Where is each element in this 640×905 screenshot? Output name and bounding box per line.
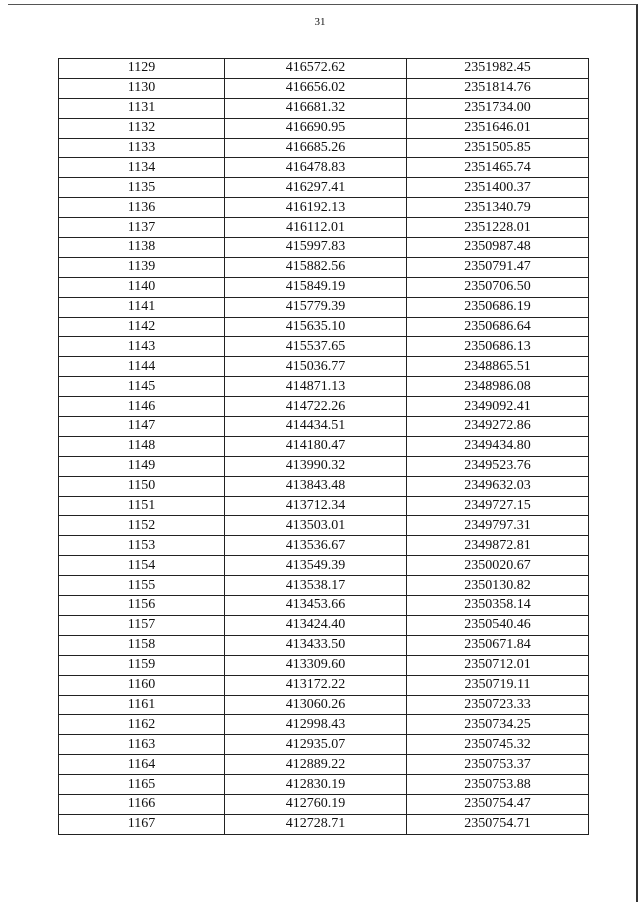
point-number-cell: 1152 [59,516,225,536]
x-coordinate-cell: 415635.10 [225,317,407,337]
table-row [59,775,589,795]
y-coordinate-cell: 2351814.76 [407,78,589,98]
table-row [59,755,589,775]
x-coordinate-cell: 412728.71 [225,814,407,834]
y-coordinate-cell: 2351400.37 [407,178,589,198]
x-coordinate-cell: 413843.48 [225,476,407,496]
x-coordinate-cell: 415997.83 [225,238,407,258]
x-coordinate-cell: 416690.95 [225,118,407,138]
point-number-cell: 1157 [59,615,225,635]
page-number: 31 [314,16,326,28]
point-number-cell: 1145 [59,377,225,397]
y-coordinate-cell: 2349092.41 [407,397,589,417]
point-number-cell: 1164 [59,755,225,775]
point-number-cell: 1161 [59,695,225,715]
point-number-cell: 1142 [59,317,225,337]
table-row [59,635,589,655]
x-coordinate-cell: 412889.22 [225,755,407,775]
x-coordinate-cell: 412998.43 [225,715,407,735]
table-row [59,357,589,377]
point-number-cell: 1167 [59,814,225,834]
x-coordinate-cell: 416572.62 [225,59,407,79]
point-number-cell: 1140 [59,277,225,297]
y-coordinate-cell: 2350987.48 [407,238,589,258]
table-row [59,78,589,98]
y-coordinate-cell: 2351465.74 [407,158,589,178]
point-number-cell: 1135 [59,178,225,198]
point-number-cell: 1146 [59,397,225,417]
coordinates-table-body [59,59,589,835]
y-coordinate-cell: 2349632.03 [407,476,589,496]
point-number-cell: 1163 [59,735,225,755]
table-row [59,118,589,138]
y-coordinate-cell: 2350706.50 [407,277,589,297]
point-number-cell: 1158 [59,635,225,655]
y-coordinate-cell: 2350754.47 [407,794,589,814]
table-row [59,138,589,158]
x-coordinate-cell: 416685.26 [225,138,407,158]
table-row [59,377,589,397]
y-coordinate-cell: 2350540.46 [407,615,589,635]
point-number-cell: 1149 [59,456,225,476]
x-coordinate-cell: 414434.51 [225,417,407,437]
x-coordinate-cell: 416297.41 [225,178,407,198]
table-row [59,596,589,616]
point-number-cell: 1141 [59,297,225,317]
y-coordinate-cell: 2350686.64 [407,317,589,337]
y-coordinate-cell: 2349797.31 [407,516,589,536]
y-coordinate-cell: 2350753.37 [407,755,589,775]
x-coordinate-cell: 416681.32 [225,98,407,118]
point-number-cell: 1165 [59,775,225,795]
y-coordinate-cell: 2350753.88 [407,775,589,795]
x-coordinate-cell: 413538.17 [225,576,407,596]
y-coordinate-cell: 2350712.01 [407,655,589,675]
y-coordinate-cell: 2348986.08 [407,377,589,397]
y-coordinate-cell: 2350358.14 [407,596,589,616]
x-coordinate-cell: 415779.39 [225,297,407,317]
table-row [59,238,589,258]
point-number-cell: 1130 [59,78,225,98]
y-coordinate-cell: 2350020.67 [407,556,589,576]
x-coordinate-cell: 413433.50 [225,635,407,655]
point-number-cell: 1148 [59,436,225,456]
y-coordinate-cell: 2351505.85 [407,138,589,158]
x-coordinate-cell: 413060.26 [225,695,407,715]
point-number-cell: 1166 [59,794,225,814]
y-coordinate-cell: 2350754.71 [407,814,589,834]
y-coordinate-cell: 2349872.81 [407,536,589,556]
y-coordinate-cell: 2348865.51 [407,357,589,377]
table-row [59,715,589,735]
table-row [59,98,589,118]
table-row [59,516,589,536]
y-coordinate-cell: 2350734.25 [407,715,589,735]
x-coordinate-cell: 413424.40 [225,615,407,635]
y-coordinate-cell: 2350671.84 [407,635,589,655]
table-row [59,536,589,556]
point-number-cell: 1137 [59,218,225,238]
table-row [59,277,589,297]
table-row [59,615,589,635]
table-row [59,695,589,715]
table-row [59,178,589,198]
table-row [59,456,589,476]
point-number-cell: 1155 [59,576,225,596]
x-coordinate-cell: 413990.32 [225,456,407,476]
x-coordinate-cell: 413453.66 [225,596,407,616]
y-coordinate-cell: 2351982.45 [407,59,589,79]
y-coordinate-cell: 2350745.32 [407,735,589,755]
point-number-cell: 1150 [59,476,225,496]
x-coordinate-cell: 416112.01 [225,218,407,238]
point-number-cell: 1138 [59,238,225,258]
x-coordinate-cell: 414722.26 [225,397,407,417]
point-number-cell: 1160 [59,675,225,695]
table-row [59,436,589,456]
table-row [59,198,589,218]
point-number-cell: 1162 [59,715,225,735]
point-number-cell: 1132 [59,118,225,138]
point-number-cell: 1159 [59,655,225,675]
table-row [59,317,589,337]
table-row [59,218,589,238]
table-row [59,297,589,317]
point-number-cell: 1139 [59,257,225,277]
x-coordinate-cell: 415882.56 [225,257,407,277]
x-coordinate-cell: 414180.47 [225,436,407,456]
y-coordinate-cell: 2350723.33 [407,695,589,715]
x-coordinate-cell: 415849.19 [225,277,407,297]
table-row [59,59,589,79]
table-row [59,397,589,417]
point-number-cell: 1154 [59,556,225,576]
y-coordinate-cell: 2349434.80 [407,436,589,456]
table-row [59,337,589,357]
x-coordinate-cell: 412935.07 [225,735,407,755]
x-coordinate-cell: 413549.39 [225,556,407,576]
table-row [59,576,589,596]
table-row [59,476,589,496]
point-number-cell: 1156 [59,596,225,616]
point-number-cell: 1147 [59,417,225,437]
point-number-cell: 1129 [59,59,225,79]
y-coordinate-cell: 2350791.47 [407,257,589,277]
point-number-cell: 1134 [59,158,225,178]
y-coordinate-cell: 2350686.13 [407,337,589,357]
y-coordinate-cell: 2350719.11 [407,675,589,695]
table-row [59,496,589,516]
table-row [59,675,589,695]
x-coordinate-cell: 413309.60 [225,655,407,675]
point-number-cell: 1136 [59,198,225,218]
point-number-cell: 1144 [59,357,225,377]
coordinates-table [58,58,589,835]
y-coordinate-cell: 2351340.79 [407,198,589,218]
x-coordinate-cell: 413172.22 [225,675,407,695]
x-coordinate-cell: 412830.19 [225,775,407,795]
y-coordinate-cell: 2350686.19 [407,297,589,317]
y-coordinate-cell: 2349523.76 [407,456,589,476]
table-row [59,257,589,277]
x-coordinate-cell: 413503.01 [225,516,407,536]
table-row [59,735,589,755]
point-number-cell: 1143 [59,337,225,357]
x-coordinate-cell: 413712.34 [225,496,407,516]
y-coordinate-cell: 2351228.01 [407,218,589,238]
x-coordinate-cell: 415537.65 [225,337,407,357]
y-coordinate-cell: 2351734.00 [407,98,589,118]
table-row [59,417,589,437]
x-coordinate-cell: 416192.13 [225,198,407,218]
x-coordinate-cell: 413536.67 [225,536,407,556]
y-coordinate-cell: 2349727.15 [407,496,589,516]
x-coordinate-cell: 416656.02 [225,78,407,98]
x-coordinate-cell: 412760.19 [225,794,407,814]
x-coordinate-cell: 414871.13 [225,377,407,397]
point-number-cell: 1131 [59,98,225,118]
point-number-cell: 1151 [59,496,225,516]
table-row [59,794,589,814]
x-coordinate-cell: 415036.77 [225,357,407,377]
table-row [59,814,589,834]
point-number-cell: 1153 [59,536,225,556]
table-row [59,556,589,576]
x-coordinate-cell: 416478.83 [225,158,407,178]
y-coordinate-cell: 2350130.82 [407,576,589,596]
table-row [59,158,589,178]
point-number-cell: 1133 [59,138,225,158]
y-coordinate-cell: 2349272.86 [407,417,589,437]
table-row [59,655,589,675]
y-coordinate-cell: 2351646.01 [407,118,589,138]
